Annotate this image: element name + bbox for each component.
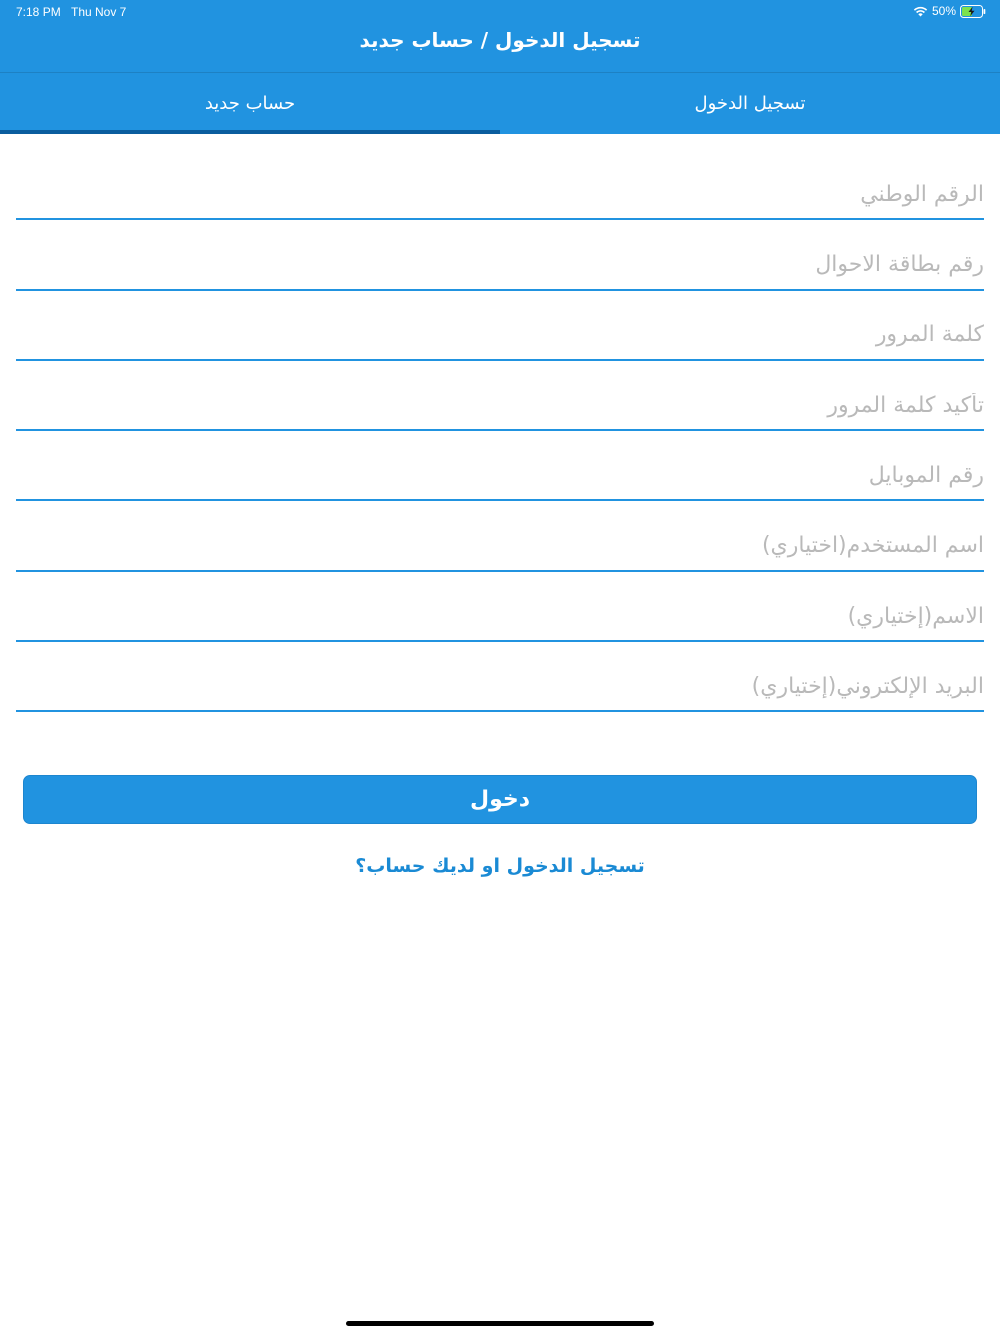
wifi-icon: [913, 5, 928, 17]
name-input[interactable]: [16, 596, 984, 636]
username-field: [16, 501, 984, 571]
national-id-field: [16, 150, 984, 220]
submit-button[interactable]: دخول: [23, 775, 977, 824]
mobile-number-field: [16, 431, 984, 501]
battery-charging-icon: [960, 5, 986, 18]
confirm-password-field: [16, 361, 984, 431]
status-bar: [0, 0, 1000, 24]
app-header: [0, 0, 1000, 134]
battery-percent: 50%: [931, 4, 956, 18]
id-card-number-input[interactable]: [16, 245, 984, 285]
confirm-password-input[interactable]: [16, 385, 984, 425]
page-title: تسجيل الدخول / حساب جديد: [359, 28, 641, 52]
registration-form: [16, 150, 984, 712]
password-input[interactable]: [16, 315, 984, 355]
home-indicator[interactable]: [346, 1321, 654, 1326]
password-field: [16, 291, 984, 361]
active-tab-indicator: [0, 130, 500, 134]
status-time: 7:18 PM: [16, 5, 61, 19]
username-input[interactable]: [16, 526, 984, 566]
status-date: Thu Nov 7: [71, 5, 127, 19]
name-field: [16, 572, 984, 642]
tab-login[interactable]: تسجيل الدخول: [694, 93, 806, 114]
tab-register[interactable]: حساب جديد: [204, 93, 296, 114]
national-id-input[interactable]: [16, 174, 984, 214]
id-card-number-field: [16, 220, 984, 290]
email-field: [16, 642, 984, 712]
status-indicators: [913, 4, 986, 18]
mobile-number-input[interactable]: [16, 455, 984, 495]
email-input[interactable]: [16, 666, 984, 706]
login-switch-link[interactable]: تسجيل الدخول او لديك حساب؟: [355, 855, 645, 877]
